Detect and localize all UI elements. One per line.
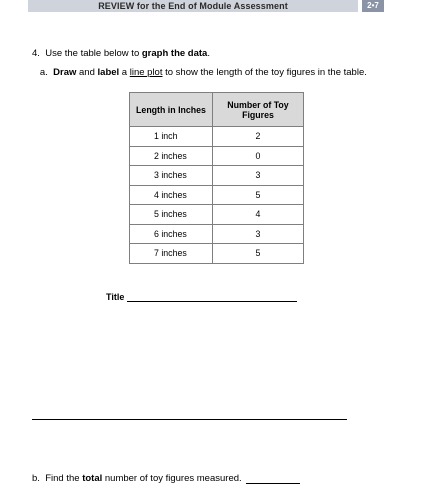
header-bar bbox=[28, 0, 358, 12]
table-row bbox=[130, 127, 304, 147]
length-cell: 7 inches bbox=[130, 244, 213, 264]
length-cell: 1 inch bbox=[130, 127, 213, 147]
question-text: Use the table below to bbox=[45, 48, 142, 59]
part-b bbox=[32, 473, 300, 484]
part-a-label-word: label bbox=[97, 67, 120, 78]
question-period: . bbox=[207, 48, 210, 59]
part-a-draw: Draw bbox=[53, 67, 77, 78]
table-row bbox=[130, 205, 304, 225]
part-a-a: a bbox=[119, 67, 130, 78]
header-title: REVIEW for the End of Module Assessment bbox=[98, 1, 288, 11]
count-cell: 2 bbox=[213, 127, 304, 147]
part-a-label: a. bbox=[39, 67, 48, 78]
count-cell: 3 bbox=[213, 224, 304, 244]
question-bold: graph the data bbox=[141, 48, 208, 59]
length-cell: 4 inches bbox=[130, 185, 213, 205]
table-row bbox=[130, 244, 304, 264]
part-a bbox=[32, 67, 367, 78]
count-cell: 5 bbox=[213, 244, 304, 264]
question-number: 4. bbox=[32, 48, 40, 59]
title-prompt bbox=[106, 292, 297, 302]
part-b-text: Find the bbox=[45, 473, 83, 484]
table-header-row bbox=[130, 93, 304, 127]
table-row bbox=[130, 224, 304, 244]
length-cell: 3 inches bbox=[130, 166, 213, 186]
part-a-line-plot: line plot bbox=[129, 67, 163, 78]
length-cell: 5 inches bbox=[130, 205, 213, 225]
line-plot-baseline[interactable] bbox=[32, 419, 347, 420]
part-b-bold: total bbox=[82, 473, 103, 484]
count-cell: 0 bbox=[213, 146, 304, 166]
total-answer-line[interactable] bbox=[246, 474, 300, 484]
title-label: Title bbox=[106, 292, 125, 302]
count-cell: 3 bbox=[213, 166, 304, 186]
part-b-rest: number of toy figures measured. bbox=[102, 473, 242, 484]
lesson-badge: 2•7 bbox=[362, 0, 384, 12]
table-row bbox=[130, 185, 304, 205]
toy-length-table bbox=[129, 92, 304, 264]
count-cell: 4 bbox=[213, 205, 304, 225]
header-length: Length in Inches bbox=[130, 93, 213, 127]
count-cell: 5 bbox=[213, 185, 304, 205]
length-cell: 2 inches bbox=[130, 146, 213, 166]
part-a-rest: to show the length of the toy figures in the table. bbox=[162, 67, 367, 78]
table-row bbox=[130, 166, 304, 186]
question-4 bbox=[32, 48, 210, 59]
header-count: Number of Toy Figures bbox=[213, 93, 304, 127]
part-a-and: and bbox=[76, 67, 98, 78]
table-row bbox=[130, 146, 304, 166]
length-cell: 6 inches bbox=[130, 224, 213, 244]
title-answer-line[interactable] bbox=[127, 292, 297, 302]
part-b-label: b. bbox=[32, 473, 40, 484]
